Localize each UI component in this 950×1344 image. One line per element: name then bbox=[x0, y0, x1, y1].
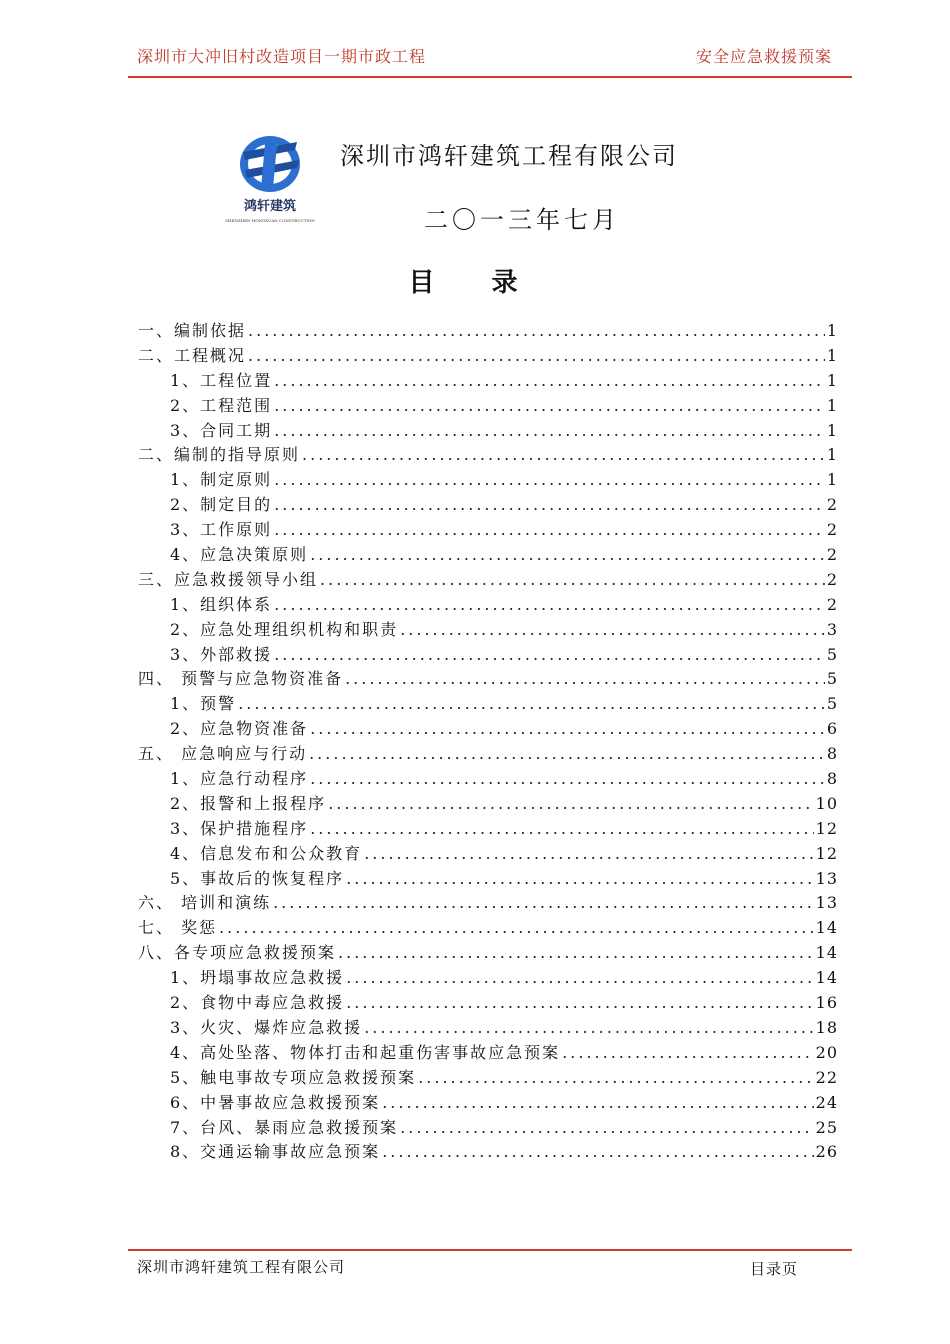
toc-entry[interactable] bbox=[138, 1016, 838, 1041]
toc-title: 目 录 bbox=[408, 268, 542, 298]
toc-entry[interactable] bbox=[138, 568, 838, 593]
toc-entry-label: 5、触电事故专项应急救援预案 bbox=[170, 1067, 417, 1087]
toc-leader-dots bbox=[238, 692, 825, 717]
toc-entry[interactable] bbox=[138, 1091, 838, 1116]
toc-entry-label: 一、编制依据 bbox=[138, 321, 247, 340]
toc-entry-label: 6、中暑事故应急救援预案 bbox=[170, 1092, 381, 1112]
toc-entry-label: 1、组织体系 bbox=[170, 594, 273, 614]
toc-leader-dots bbox=[274, 419, 825, 444]
toc-entry-label: 七、 奖惩 bbox=[138, 918, 218, 938]
toc-entry-page: 1 bbox=[826, 470, 838, 490]
toc-entry-page: 2 bbox=[826, 545, 838, 565]
header-project-title: 深圳市大冲旧村改造项目一期市政工程 bbox=[137, 47, 427, 66]
toc-entry[interactable] bbox=[138, 842, 838, 867]
toc-entry[interactable] bbox=[138, 369, 838, 394]
toc-leader-dots bbox=[274, 369, 825, 394]
toc-entry-page: 10 bbox=[815, 793, 838, 813]
toc-entry-page: 13 bbox=[815, 893, 838, 913]
toc-entry[interactable] bbox=[138, 468, 838, 493]
toc-leader-dots bbox=[346, 867, 813, 892]
toc-entry[interactable] bbox=[138, 493, 838, 518]
toc-entry-page: 18 bbox=[815, 1017, 838, 1037]
toc-entry-label: 2、应急处理组织机构和职责 bbox=[170, 619, 399, 639]
toc-entry-label: 3、工作原则 bbox=[170, 520, 273, 540]
toc-entry-page: 2 bbox=[826, 520, 838, 540]
toc-entry-page: 1 bbox=[826, 345, 838, 365]
toc-entry-label: 八、各专项应急救援预案 bbox=[138, 943, 337, 963]
toc-entry-page: 24 bbox=[815, 1092, 838, 1112]
toc-leader-dots bbox=[320, 568, 825, 593]
toc-entry-page: 14 bbox=[815, 968, 838, 988]
toc-leader-dots bbox=[382, 1140, 813, 1165]
toc-entry-label: 四、 预警与应急物资准备 bbox=[138, 669, 344, 689]
toc-entry-label: 三、应急救援领导小组 bbox=[138, 569, 319, 589]
toc-leader-dots bbox=[274, 468, 825, 493]
toc-entry[interactable] bbox=[138, 891, 838, 916]
toc-entry-label: 3、外部救援 bbox=[170, 644, 273, 664]
toc-entry[interactable] bbox=[138, 593, 838, 618]
company-logo bbox=[225, 130, 315, 230]
toc-entry-label: 1、坍塌事故应急救援 bbox=[170, 968, 345, 988]
toc-entry[interactable] bbox=[138, 991, 838, 1016]
toc-leader-dots bbox=[345, 667, 825, 692]
toc-entry[interactable] bbox=[138, 543, 838, 568]
toc-entry-label: 7、台风、暴雨应急救援预案 bbox=[170, 1117, 399, 1137]
header-document-title: 安全应急救援预案 bbox=[695, 47, 832, 66]
toc-entry-page: 5 bbox=[826, 694, 838, 714]
toc-entry[interactable] bbox=[138, 1140, 838, 1165]
toc-entry[interactable] bbox=[138, 966, 838, 991]
toc-entry-page: 1 bbox=[826, 420, 838, 440]
toc-entry-page: 14 bbox=[815, 918, 838, 938]
toc-entry-label: 5、事故后的恢复程序 bbox=[170, 868, 345, 888]
toc-entry[interactable] bbox=[138, 419, 838, 444]
toc-entry-label: 2、食物中毒应急救援 bbox=[170, 993, 345, 1013]
toc-entry-label: 4、高处坠落、物体打击和起重伤害事故应急预案 bbox=[170, 1042, 561, 1062]
toc-entry-label: 3、合同工期 bbox=[170, 420, 273, 440]
toc-entry-label: 六、 培训和演练 bbox=[138, 893, 272, 913]
toc-leader-dots bbox=[274, 643, 825, 668]
toc-leader-dots bbox=[274, 493, 825, 518]
toc-entry-label: 1、应急行动程序 bbox=[170, 769, 309, 789]
toc-entry-label: 2、应急物资准备 bbox=[170, 719, 309, 739]
toc-entry-page: 26 bbox=[815, 1142, 838, 1162]
toc-entry[interactable] bbox=[138, 692, 838, 717]
footer-rule bbox=[128, 1249, 852, 1251]
toc-entry-page: 5 bbox=[826, 644, 838, 664]
toc-entry[interactable] bbox=[138, 1041, 838, 1066]
toc-leader-dots bbox=[309, 742, 825, 767]
toc-entry[interactable] bbox=[138, 667, 838, 692]
toc-leader-dots bbox=[346, 991, 813, 1016]
footer-company: 深圳市鸿轩建筑工程有限公司 bbox=[137, 1258, 346, 1276]
toc-entry-label: 4、信息发布和公众教育 bbox=[170, 843, 363, 863]
toc-entry[interactable] bbox=[138, 344, 838, 369]
toc-leader-dots bbox=[346, 966, 813, 991]
toc-leader-dots bbox=[328, 792, 813, 817]
toc-entry-page: 3 bbox=[826, 619, 838, 639]
toc-entry-label: 二、编制的指导原则 bbox=[138, 445, 301, 465]
toc-leader-dots bbox=[364, 842, 813, 867]
toc-entry-label: 2、制定目的 bbox=[170, 495, 273, 515]
table-of-contents bbox=[138, 319, 838, 1165]
toc-entry-page: 8 bbox=[826, 744, 838, 764]
toc-leader-dots bbox=[562, 1041, 813, 1066]
toc-entry[interactable] bbox=[138, 643, 838, 668]
toc-entry-label: 4、应急决策原则 bbox=[170, 545, 309, 565]
toc-entry-label: 2、报警和上报程序 bbox=[170, 793, 327, 813]
toc-entry-label: 8、交通运输事故应急预案 bbox=[170, 1142, 381, 1162]
toc-entry-label: 1、工程位置 bbox=[170, 370, 273, 390]
toc-leader-dots bbox=[248, 344, 825, 369]
toc-entry-page: 12 bbox=[815, 843, 838, 863]
logo-brand-text: 鸿轩建筑 bbox=[243, 199, 297, 214]
toc-leader-dots bbox=[274, 518, 825, 543]
toc-entry[interactable] bbox=[138, 916, 838, 941]
toc-entry[interactable] bbox=[138, 1066, 838, 1091]
toc-entry-label: 2、工程范围 bbox=[170, 395, 273, 415]
toc-entry-page: 8 bbox=[826, 769, 838, 789]
toc-entry-page: 2 bbox=[826, 569, 838, 589]
toc-entry-page: 16 bbox=[815, 993, 838, 1013]
toc-entry-label: 五、 应急响应与行动 bbox=[138, 744, 308, 764]
toc-entry[interactable] bbox=[138, 792, 838, 817]
toc-entry-page: 1 bbox=[826, 321, 838, 340]
toc-entry-label: 二、工程概况 bbox=[138, 345, 247, 365]
toc-leader-dots bbox=[338, 941, 814, 966]
toc-leader-dots bbox=[310, 767, 825, 792]
document-date: 二〇一三年七月 bbox=[424, 206, 620, 234]
toc-entry-page: 1 bbox=[826, 445, 838, 465]
toc-entry-page: 6 bbox=[826, 719, 838, 739]
toc-entry-page: 20 bbox=[815, 1042, 838, 1062]
toc-entry-label: 3、保护措施程序 bbox=[170, 818, 309, 838]
toc-entry-page: 1 bbox=[826, 395, 838, 415]
toc-entry-page: 12 bbox=[815, 818, 838, 838]
footer-page-label: 目录页 bbox=[750, 1260, 799, 1278]
toc-leader-dots bbox=[274, 593, 825, 618]
toc-entry-label: 3、火灾、爆炸应急救援 bbox=[170, 1017, 363, 1037]
toc-entry[interactable] bbox=[138, 443, 838, 468]
toc-entry-page: 14 bbox=[815, 943, 838, 963]
toc-entry[interactable] bbox=[138, 941, 838, 966]
toc-entry-page: 1 bbox=[826, 370, 838, 390]
toc-entry-label: 1、制定原则 bbox=[170, 470, 273, 490]
toc-leader-dots bbox=[248, 319, 825, 344]
toc-entry[interactable] bbox=[138, 817, 838, 842]
toc-entry[interactable] bbox=[138, 518, 838, 543]
header-rule bbox=[128, 76, 852, 78]
toc-leader-dots bbox=[274, 394, 825, 419]
toc-leader-dots bbox=[382, 1091, 813, 1116]
toc-leader-dots bbox=[400, 618, 825, 643]
toc-leader-dots bbox=[310, 717, 825, 742]
toc-entry-page: 2 bbox=[826, 495, 838, 515]
toc-leader-dots bbox=[400, 1116, 813, 1141]
toc-entry-label: 1、预警 bbox=[170, 694, 237, 714]
toc-leader-dots bbox=[310, 817, 813, 842]
toc-leader-dots bbox=[302, 443, 825, 468]
toc-entry[interactable] bbox=[138, 618, 838, 643]
toc-entry[interactable] bbox=[138, 1116, 838, 1141]
toc-leader-dots bbox=[273, 891, 814, 916]
toc-entry-page: 25 bbox=[815, 1117, 838, 1137]
company-logo-icon bbox=[225, 130, 315, 230]
toc-entry[interactable] bbox=[138, 394, 838, 419]
company-name: 深圳市鸿轩建筑工程有限公司 bbox=[340, 142, 678, 170]
toc-entry-page: 22 bbox=[815, 1067, 838, 1087]
toc-entry[interactable] bbox=[138, 867, 838, 892]
toc-leader-dots bbox=[219, 916, 814, 941]
toc-entry[interactable] bbox=[138, 717, 838, 742]
toc-leader-dots bbox=[418, 1066, 813, 1091]
toc-entry[interactable] bbox=[138, 319, 838, 344]
toc-leader-dots bbox=[364, 1016, 813, 1041]
toc-entry-page: 13 bbox=[815, 868, 838, 888]
toc-entry[interactable] bbox=[138, 767, 838, 792]
toc-entry-page: 2 bbox=[826, 594, 838, 614]
toc-entry-page: 5 bbox=[826, 669, 838, 689]
toc-leader-dots bbox=[310, 543, 825, 568]
logo-subtext: SHENZHEN HONGXUAN CONSTRUCTION bbox=[225, 218, 315, 223]
toc-entry[interactable] bbox=[138, 742, 838, 767]
